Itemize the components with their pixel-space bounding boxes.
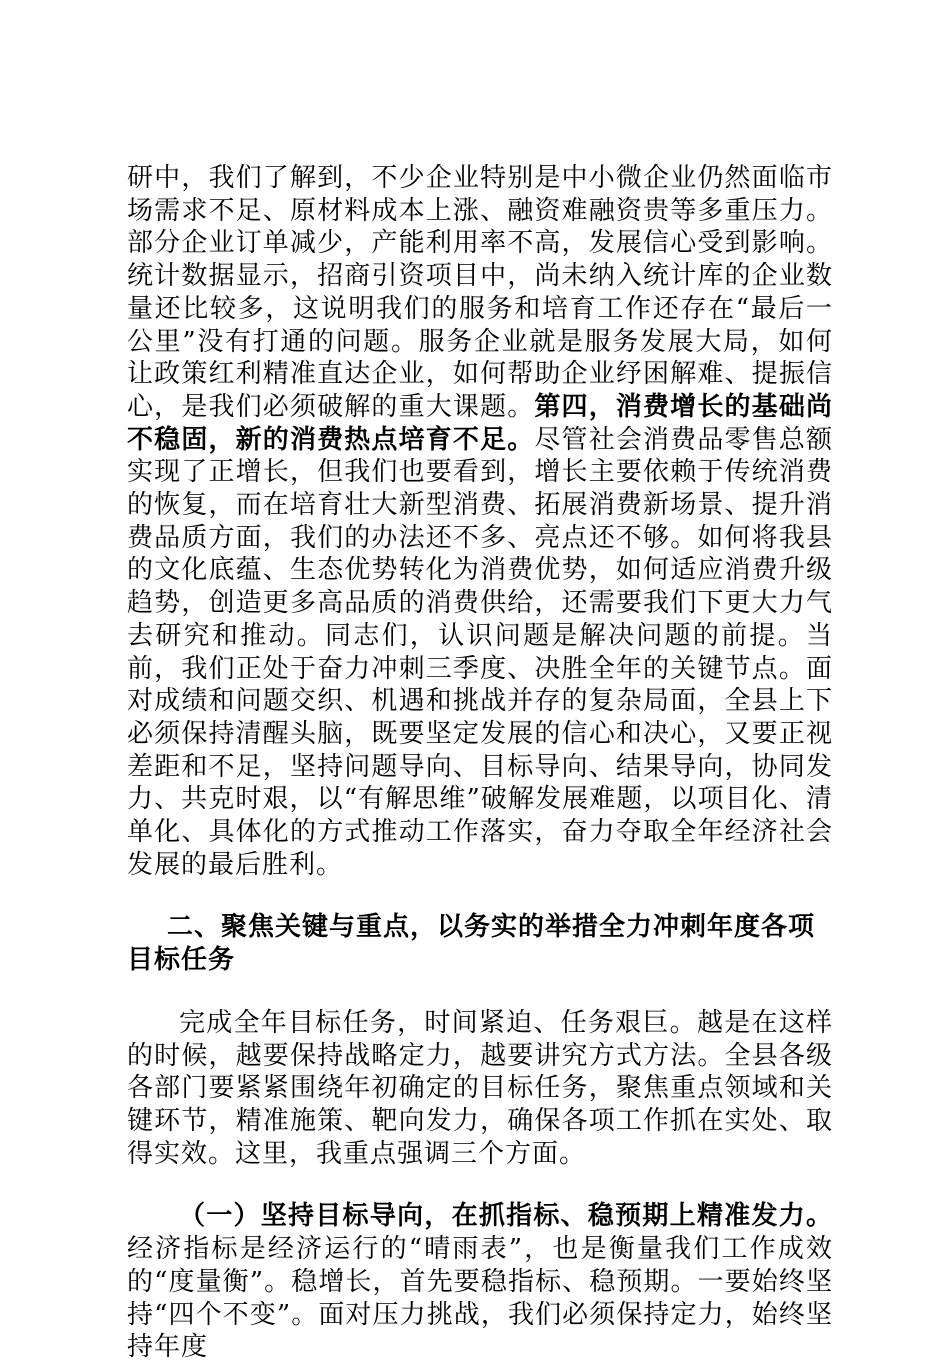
paragraph-text-consumption: 尽管社会消费品零售总额实现了正增长，但我们也要看到，增长主要依赖于传统消费的恢复，而在培育壮大新型消费、拓展消费新场景、提升消费品质方面，我们的办法还不多、亮点还不够。如何将我县的文化底蕴、生态优势转化为消费优势，如何适应消费升级趋势，创造更多高品质的消费供给，还需要我们下更大力气去研究和推动。同志们，认识问题是解决问题的前提。当前，我们正处于奋力冲刺三季度、决胜全年的关键节点。面对成绩和问题交织、机遇和挑战并存的复杂局面，全县上下必须保持清醒头脑，既要坚定发展的信心和决心，又要正视差距和不足，坚持问题导向、目标导向、结果导向，协同发力、共克时艰，以“有解思维”破解发展难题，以项目化、清单化、具体化的方式推动工作落实，奋力夺取全年经济社会发展的最后胜利。	[127, 424, 833, 880]
paragraph-text-enterprises: 研中，我们了解到，不少企业特别是中小微企业仍然面临市场需求不足、原材料成本上涨、融资难融资贵等多重压力。部分企业订单减少，产能利用率不高，发展信心受到影响。统计数据显示，招商引资项目中，尚未纳入统计库的企业数量还比较多，这说明我们的服务和培育工作还存在“最后一公里”没有打通的问题。服务企业就是服务发展大局，如何让政策红利精准直达企业，如何帮助企业纾困解难、提振信心，是我们必须破解的重大课题。	[127, 163, 833, 422]
body-paragraph-targets: 完成全年目标任务，时间紧迫、任务艰巨。越是在这样的时候，越要保持战略定力，越要讲究方式方法。全县各级各部门要紧紧围绕年初确定的目标任务，聚焦重点领域和关键环节，精准施策、靶向发力，确保各项工作抓在实处、取得实效。这里，我重点强调三个方面。	[127, 1007, 833, 1169]
document-page	[127, 162, 833, 1364]
body-paragraph-indicators	[127, 1200, 833, 1364]
body-paragraph-consumption	[127, 162, 833, 881]
bold-subheading-1: （一）坚持目标导向，在抓指标、稳预期上精准发力。	[179, 1201, 833, 1232]
paragraph-text-indicators: 经济指标是经济运行的“晴雨表”，也是衡量我们工作成效的“度量衡”。稳增长，首先要稳指标、稳预期。一要始终坚持“四个不变”。面对压力挑战，我们必须保持定力，始终坚持年度	[127, 1234, 833, 1363]
bold-point-fourth: 第四，消费增长的基础尚不稳固，新的消费热点培育不足。	[127, 391, 833, 455]
section-heading-2: 二、聚焦关键与重点，以务实的举措全力冲刺年度各项目标任务	[127, 912, 816, 976]
